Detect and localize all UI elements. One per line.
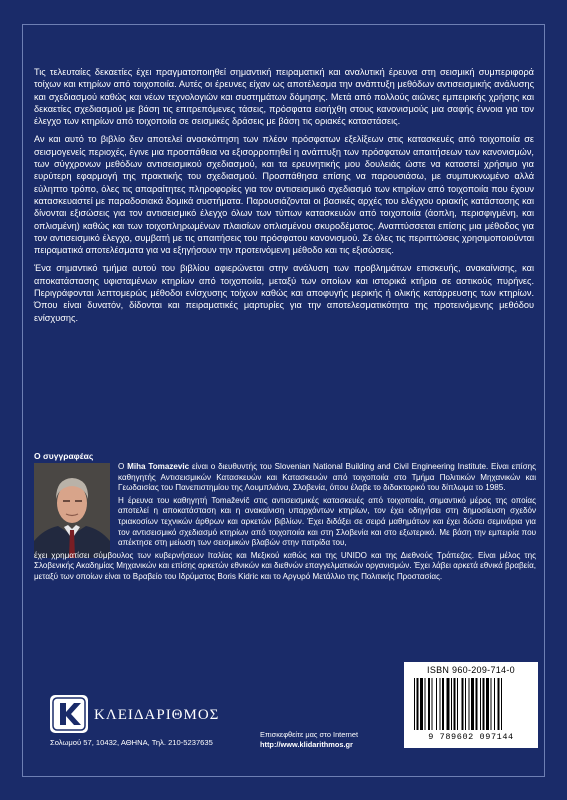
paragraph-2: Αν και αυτό το βιβλίο δεν αποτελεί ανασκόπηση των πλέον πρόσφατων εξελίξεων στις κατασκευές από τοιχοποιία σε σεισμογενείς περιοχές, έγινε μια προσπάθεια να εξισορροπηθεί η ανάπτυξη των πρόσφατων απαιτήσεων των κανονισμών, των σύγχρονων μεθόδων αντισεισμικού σχεδιασμού, και τα ερευνητικής μου δουλειάς ώστε να καταστεί χρήσιμο για ευρύτερη εφαρμογή της πρακτικής του σχεδιασμού. Προσπάθησα επίσης να παρουσιάσω, με συμπυκνωμένο αλλά εύληπτο τρόπο, όλες τις απαραίτητες πληροφορίες για τον αντισεισμικό σχεδιασμό των κτηρίων από τοιχοποιία που έχουν κατασκευαστεί με παραδοσιακά δομικά συστήματα. Παρουσιάζονται οι βασικές αρχές του ελέγχου οριακής κατάστασης και δίνονται εξισώσεις για τον αντισεισμικό έλεγχο όλων των τύπων κατασκευών από τοιχοποιία (άοπλη, περισφιγμένη, και οπλισμένη) καθώς και των τοιχοπληρωμένων πλαισίων οπλισμένου σκυροδέματος. Αναπτύσσεται επίσης μια μέθοδος για τον αντισεισμικό έλεγχο, συμβατή με τις απαιτήσεις του πρόσφατου κανονισμού. Σε όλες τις περιπτώσεις χρησιμοποιούνται πειραματικά αποτελέσματα για να εξηγήσουν την προτεινόμενη μέθοδο και τις εξισώσεις. — [34, 134, 534, 256]
barcode-digits: 9 789602 097144 — [428, 732, 514, 742]
key-logo-icon — [50, 695, 88, 733]
paragraph-1: Τις τελευταίες δεκαετίες έχει πραγματοποιηθεί σημαντική πειραματική και αναλυτική έρευνα στη σεισμική συμπεριφορά τοίχων και κτηρίων από τοιχοποιία. Αυτές οι έρευνες είχαν ως αποτέλεσμα την ανάπτυξη μεθόδων αντισεισμικής ανάλυσης και σχεδιασμού καθώς και νέων τεχνολογιών και συστημάτων δόμησης. Μετά από πολλούς αιώνες εμπειρικής χρήσης και δεκαετίες σχεδιασμού με βάση τις επιτρεπόμενες τάσεις, πρόσφατα εισήχθη στους κανονισμούς μια σαφής έννοια για τον έλεγχο των κτηρίων από τοιχοποιία σε σεισμικές δράσεις με βάση τις οριακές καταστάσεις. — [34, 67, 534, 127]
publisher-logo — [50, 695, 88, 733]
barcode-icon — [412, 678, 530, 732]
author-photo — [34, 463, 110, 558]
isbn-label: ISBN 960-209-714-0 — [427, 665, 515, 675]
publisher-name: ΚΛΕΙΔΑΡΙΘΜΟΣ — [94, 707, 220, 723]
bio-paragraph-1: Ο Miha Tomazevic είναι ο διευθυντής του Slovenian National Building and Civil Engineering Institute. Είναι επίσης καθηγητής Αντισεισμικών Κατασκευών και Κατασκευών από τοιχοποιία στο Τμήμα Πολιτικών Μηχανικών και Γεωδαισίας του Πανεπιστημίου της Λουμπλιάνα, Σλοβενία, όπου έλαβε το διδακτορικό του δίπλωμα το 1985. — [118, 462, 536, 493]
back-cover-text — [34, 66, 534, 330]
visit-label: Επισκεφθείτε μας στο Internet — [260, 730, 359, 739]
isbn-barcode-box — [404, 662, 538, 748]
author-heading: Ο συγγραφέας — [34, 451, 94, 461]
publisher-address: Σολωμού 57, 10432, ΑΘΗΝΑ, Τηλ. 210-5237635 — [50, 738, 213, 747]
bio-paragraph-3: έχει χρηματίσει σύμβουλος των κυβερνήσεων Ιταλίας και Μεξικού καθώς και της UNIDO και της Διεθνούς Τράπεζας. Είναι μέλος της Σλοβενικής Ακαδημίας Μηχανικών και επίσης αρκετών εθνικών και διεθνών επαγγελματικών οργανισμών. Έχει λάβει αρκετά εθνικά βραβεία, μεταξύ των οποίων είναι το Βραβείο του Ιδρύματος Boris Kidric και το Αργυρό Μετάλλιο της Πολιτικής Προστασίας. — [34, 550, 536, 581]
bio-paragraph-2: Η έρευνα του καθηγητή Tomaževič στις αντισεισμικές κατασκευές από τοιχοποιία, σημαντικό μέρος της οποίας αποτελεί η αποκατάσταση και η ανακαίνιση υπαρχόντων κτηρίων, τον έχει οδηγήσει στη δημοσίευση σχεδόν τριακοσίων τεχνικών άρθρων και αρκετών βιβλίων. Έχει διδάξει σε σειρά μαθημάτων και έχει δώσει σεμινάρια για τον αντισεισμικό σχεδιασμό κτηρίων από τοιχοποιία και στη Σλοβενία και στο εξωτερικό. Με βάση την εμπειρία που απέκτησε στη μείωση των σεισμικών βλαβών στην πατρίδα του, — [118, 495, 536, 548]
publisher-url[interactable]: http://www.klidarithmos.gr — [260, 740, 353, 749]
author-bio — [34, 462, 536, 585]
paragraph-3: Ένα σημαντικό τμήμα αυτού του βιβλίου αφιερώνεται στην ανάλυση των προβλημάτων επισκευής, ανακαίνισης, και αποκατάστασης υφισταμένων κτηρίων από τοιχοποιία, μεταξύ των οποίων και ιστορικά κτήρια σε αστικούς πυρήνες. Περιγράφονται λεπτομερώς μέθοδοι ενίσχυσης τοίχων καθώς και αποφυγής μερικής ή ολικής κατάρρευσης των κτηρίων. Όπου είναι δυνατόν, δίδονται και πειραματικές μαρτυρίες για την αποτελεσματικότητα της προτεινόμενης μεθόδου ενίσχυσης. — [34, 263, 534, 323]
author-name: Miha Tomazevic — [127, 462, 190, 471]
